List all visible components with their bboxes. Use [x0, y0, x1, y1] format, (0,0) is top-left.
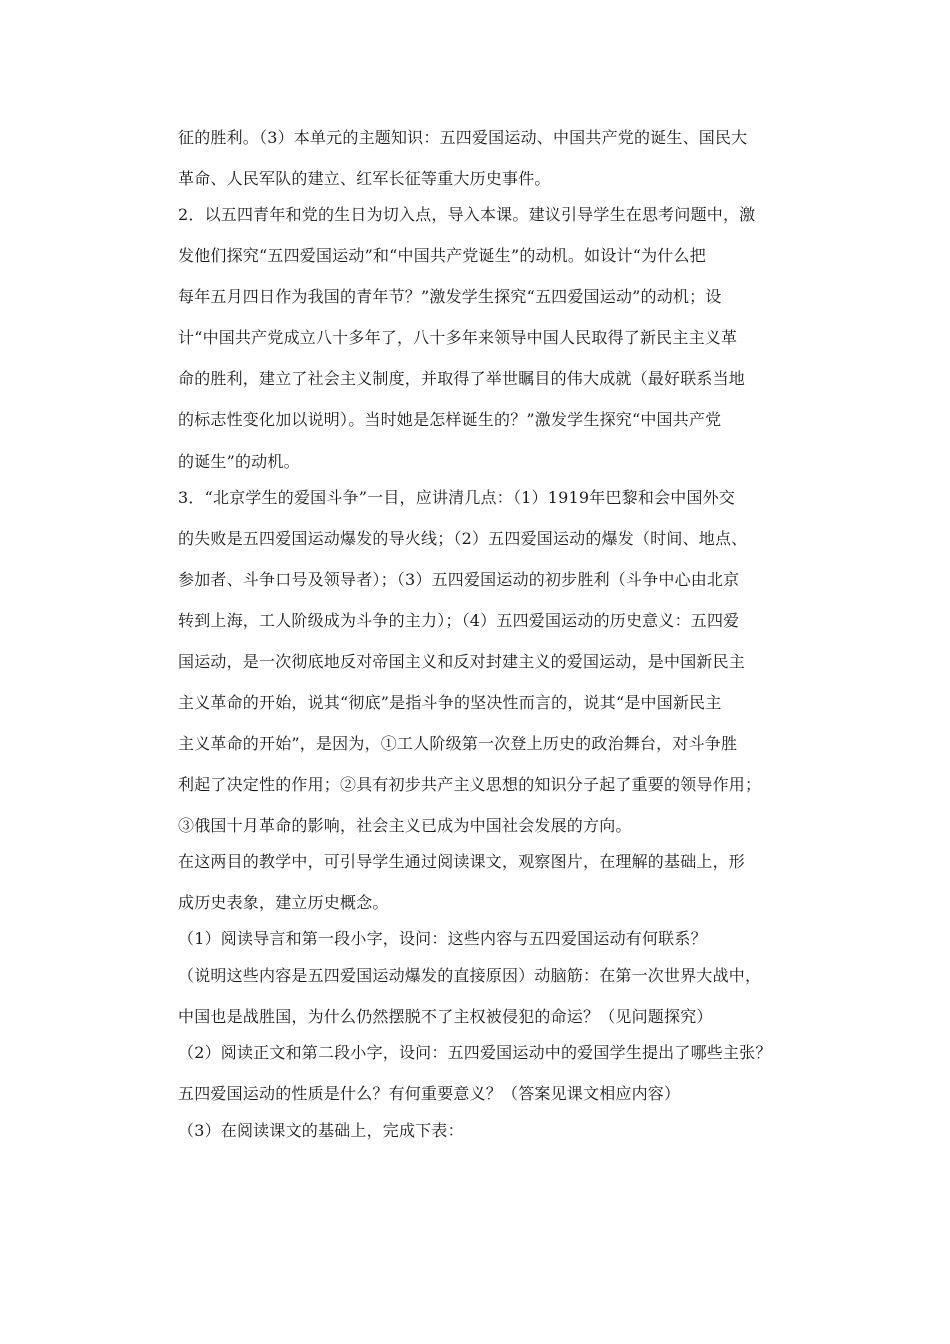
text-line: （说明这些内容是五四爱国运动爆发的直接原因）动脑筋：在第一次世界大战中，	[178, 966, 762, 985]
text-line: 命的胜利，建立了社会主义制度，并取得了举世瞩目的伟大成就（最好联系当地	[178, 369, 746, 388]
text-line: 参加者、斗争口号及领导者）；（3）五四爱国运动的初步胜利（斗争中心由北京	[178, 570, 740, 589]
text-line: 成历史表象，建立历史概念。	[178, 893, 389, 912]
text-line: 利起了决定性的作用；②具有初步共产主义思想的知识分子起了重要的领导作用；	[178, 775, 762, 794]
text-line: 主义革命的开始”，是因为，①工人阶级第一次登上历史的政治舞台，对斗争胜	[178, 734, 738, 753]
text-line: 革命、人民军队的建立、红军长征等重大历史事件。	[178, 169, 551, 188]
text-line: 中国也是战胜国，为什么仍然摆脱不了主权被侵犯的命运？（见问题探究）	[178, 1007, 713, 1026]
text-line: 五四爱国运动的性质是什么？有何重要意义？（答案见课文相应内容）	[178, 1084, 681, 1103]
text-line: ③俄国十月革命的影响，社会主义已成为中国社会发展的方向。	[178, 816, 632, 835]
text-line: 3．“北京学生的爱国斗争”一目，应讲清几点：（1）1919年巴黎和会中国外交	[178, 488, 736, 507]
text-line: 2．以五四青年和党的生日为切入点，导入本课。建议引导学生在思考问题中，激	[178, 205, 756, 224]
text-line: （3）在阅读课文的基础上，完成下表：	[178, 1121, 464, 1140]
text-line: 国运动，是一次彻底地反对帝国主义和反对封建主义的爱国运动，是中国新民主	[178, 652, 746, 671]
text-line: 的失败是五四爱国运动爆发的导火线；（2）五四爱国运动的爆发（时间、地点、	[178, 529, 748, 548]
text-line: 主义革命的开始，说其“彻底”是指斗争的坚决性而言的，说其“是中国新民主	[178, 693, 722, 712]
text-line: 发他们探究“五四爱国运动”和“中国共产党诞生”的动机。如设计“为什么把	[178, 246, 706, 265]
text-line: （2）阅读正文和第二段小字，设问：五四爱国运动中的爱国学生提出了哪些主张？	[178, 1043, 772, 1062]
text-line: 的诞生”的动机。	[178, 452, 300, 471]
text-line: 计“中国共产党成立八十多年了，八十多年来领导中国人民取得了新民主主义革	[178, 328, 738, 347]
text-line: 征的胜利。（3）本单元的主题知识：五四爱国运动、中国共产党的诞生、国民大	[178, 128, 748, 147]
text-line: 在这两目的教学中，可引导学生通过阅读课文，观察图片，在理解的基础上，形	[178, 852, 746, 871]
text-line: 每年五月四日作为我国的青年节？”激发学生探究“五四爱国运动”的动机；设	[178, 287, 722, 306]
text-line: 转到上海，工人阶级成为斗争的主力）；（4）五四爱国运动的历史意义：五四爱	[178, 611, 740, 630]
text-line: （1）阅读导言和第一段小字，设问：这些内容与五四爱国运动有何联系？	[178, 929, 707, 948]
text-line: 的标志性变化加以说明）。当时她是怎样诞生的？”激发学生探究“中国共产党	[178, 410, 722, 429]
